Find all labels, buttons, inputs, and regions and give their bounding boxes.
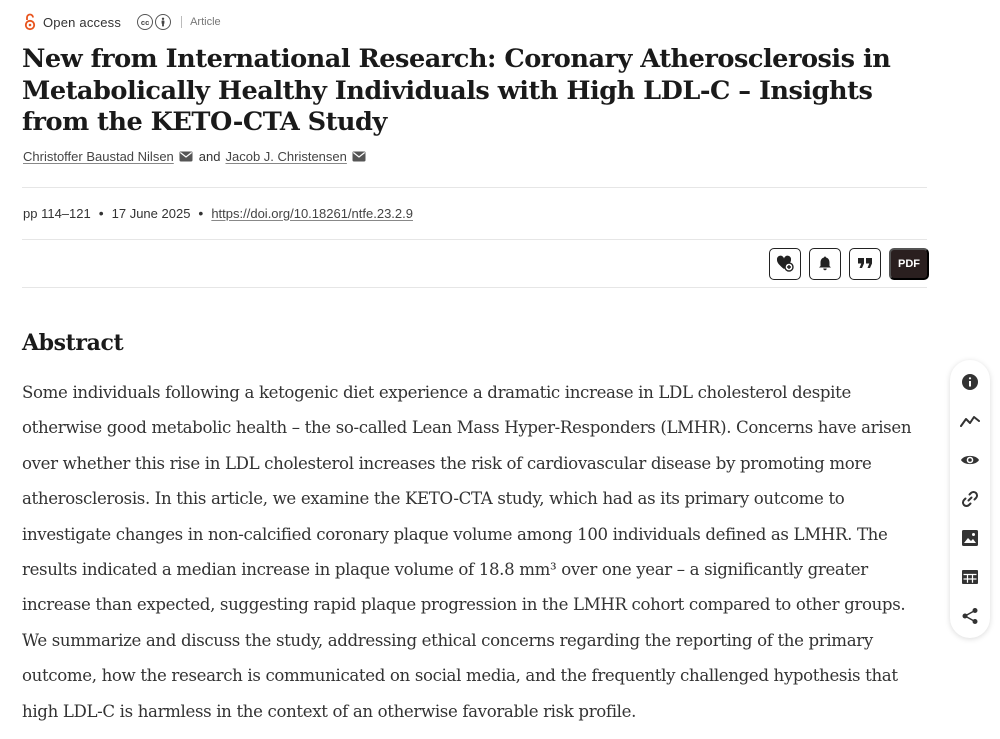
link-icon: [961, 490, 979, 508]
table-icon: [961, 569, 979, 585]
divider-vertical: [181, 16, 182, 28]
divider: [22, 287, 927, 288]
share-icon: [961, 607, 979, 625]
divider: [22, 239, 927, 240]
tables-tool[interactable]: [960, 567, 980, 587]
article-title: New from International Research: Coronary Atherosclerosis in Metabolically Healthy Individuals with High LDL-C – Insights from the KETO-CTA Study: [22, 44, 891, 137]
publication-date: 17 June 2025: [111, 205, 191, 221]
email-icon[interactable]: [179, 151, 193, 162]
pdf-download-button[interactable]: PDF: [889, 248, 929, 280]
attribution-icon: [155, 14, 171, 30]
link-tool[interactable]: [960, 489, 980, 509]
author-list: [23, 149, 372, 164]
alert-button[interactable]: [809, 248, 841, 280]
side-toolbar: [950, 360, 990, 638]
doi-link[interactable]: https://doi.org/10.18261/ntfe.23.2.9: [211, 205, 413, 221]
figures-tool[interactable]: [960, 528, 980, 548]
image-icon: [961, 529, 979, 547]
metrics-tool[interactable]: [960, 411, 980, 431]
add-favorite-button[interactable]: [769, 248, 801, 280]
article-actions: [769, 248, 929, 280]
share-tool[interactable]: [960, 606, 980, 626]
info-icon: [961, 373, 979, 391]
divider: [22, 187, 927, 188]
info-tool[interactable]: [960, 372, 980, 392]
author-link-christensen[interactable]: Jacob J. Christensen: [225, 149, 347, 164]
article-top-bar: [23, 11, 221, 33]
email-icon[interactable]: [352, 151, 366, 162]
cc-license-icon: cc: [137, 14, 153, 30]
eye-icon: [960, 453, 980, 467]
author-joiner: and: [198, 149, 221, 164]
page-range: pp 114–121: [23, 205, 91, 221]
article-type-label: Article: [190, 16, 221, 28]
license-icons[interactable]: [137, 14, 171, 30]
article-meta: [23, 205, 413, 221]
bell-icon: [817, 255, 833, 274]
author-link-nilsen[interactable]: Christoffer Baustad Nilsen: [23, 149, 174, 164]
heart-plus-icon: [776, 254, 794, 275]
open-access-icon: [23, 13, 37, 31]
quote-icon: [857, 256, 873, 273]
trend-line-icon: [960, 414, 980, 428]
cite-button[interactable]: [849, 248, 881, 280]
open-access-label: Open access: [43, 14, 122, 30]
abstract-text: Some individuals following a ketogenic diet experience a dramatic increase in LDL cholesterol despite otherwise good metabolic health – the so-called Lean Mass Hyper-Responders (LMHR). Concerns have arisen over whether this rise in LDL cholesterol increases the risk of cardiovascular disease by promoting more atherosclerosis. In this article, we examine the KETO-CTA study, which had as its primary outcome to investigate changes in non-calcified coronary plaque volume among 100 individuals defined as LMHR. The results indicated a median increase in plaque volume of 18.8 mm³ over one year – a significantly greater increase than expected, suggesting rapid plaque progression in the LMHR cohort compared to other groups. We summarize and discuss the study, addressing ethical concerns regarding the reporting of the primary outcome, how the research is communicated on social media, and the frequently challenged hypothesis that high LDL-C is harmless in the context of an otherwise favorable risk profile.: [22, 383, 912, 721]
abstract-heading: Abstract: [22, 330, 124, 356]
bullet-separator: •: [198, 205, 204, 221]
bullet-separator: •: [98, 205, 104, 221]
views-tool[interactable]: [960, 450, 980, 470]
